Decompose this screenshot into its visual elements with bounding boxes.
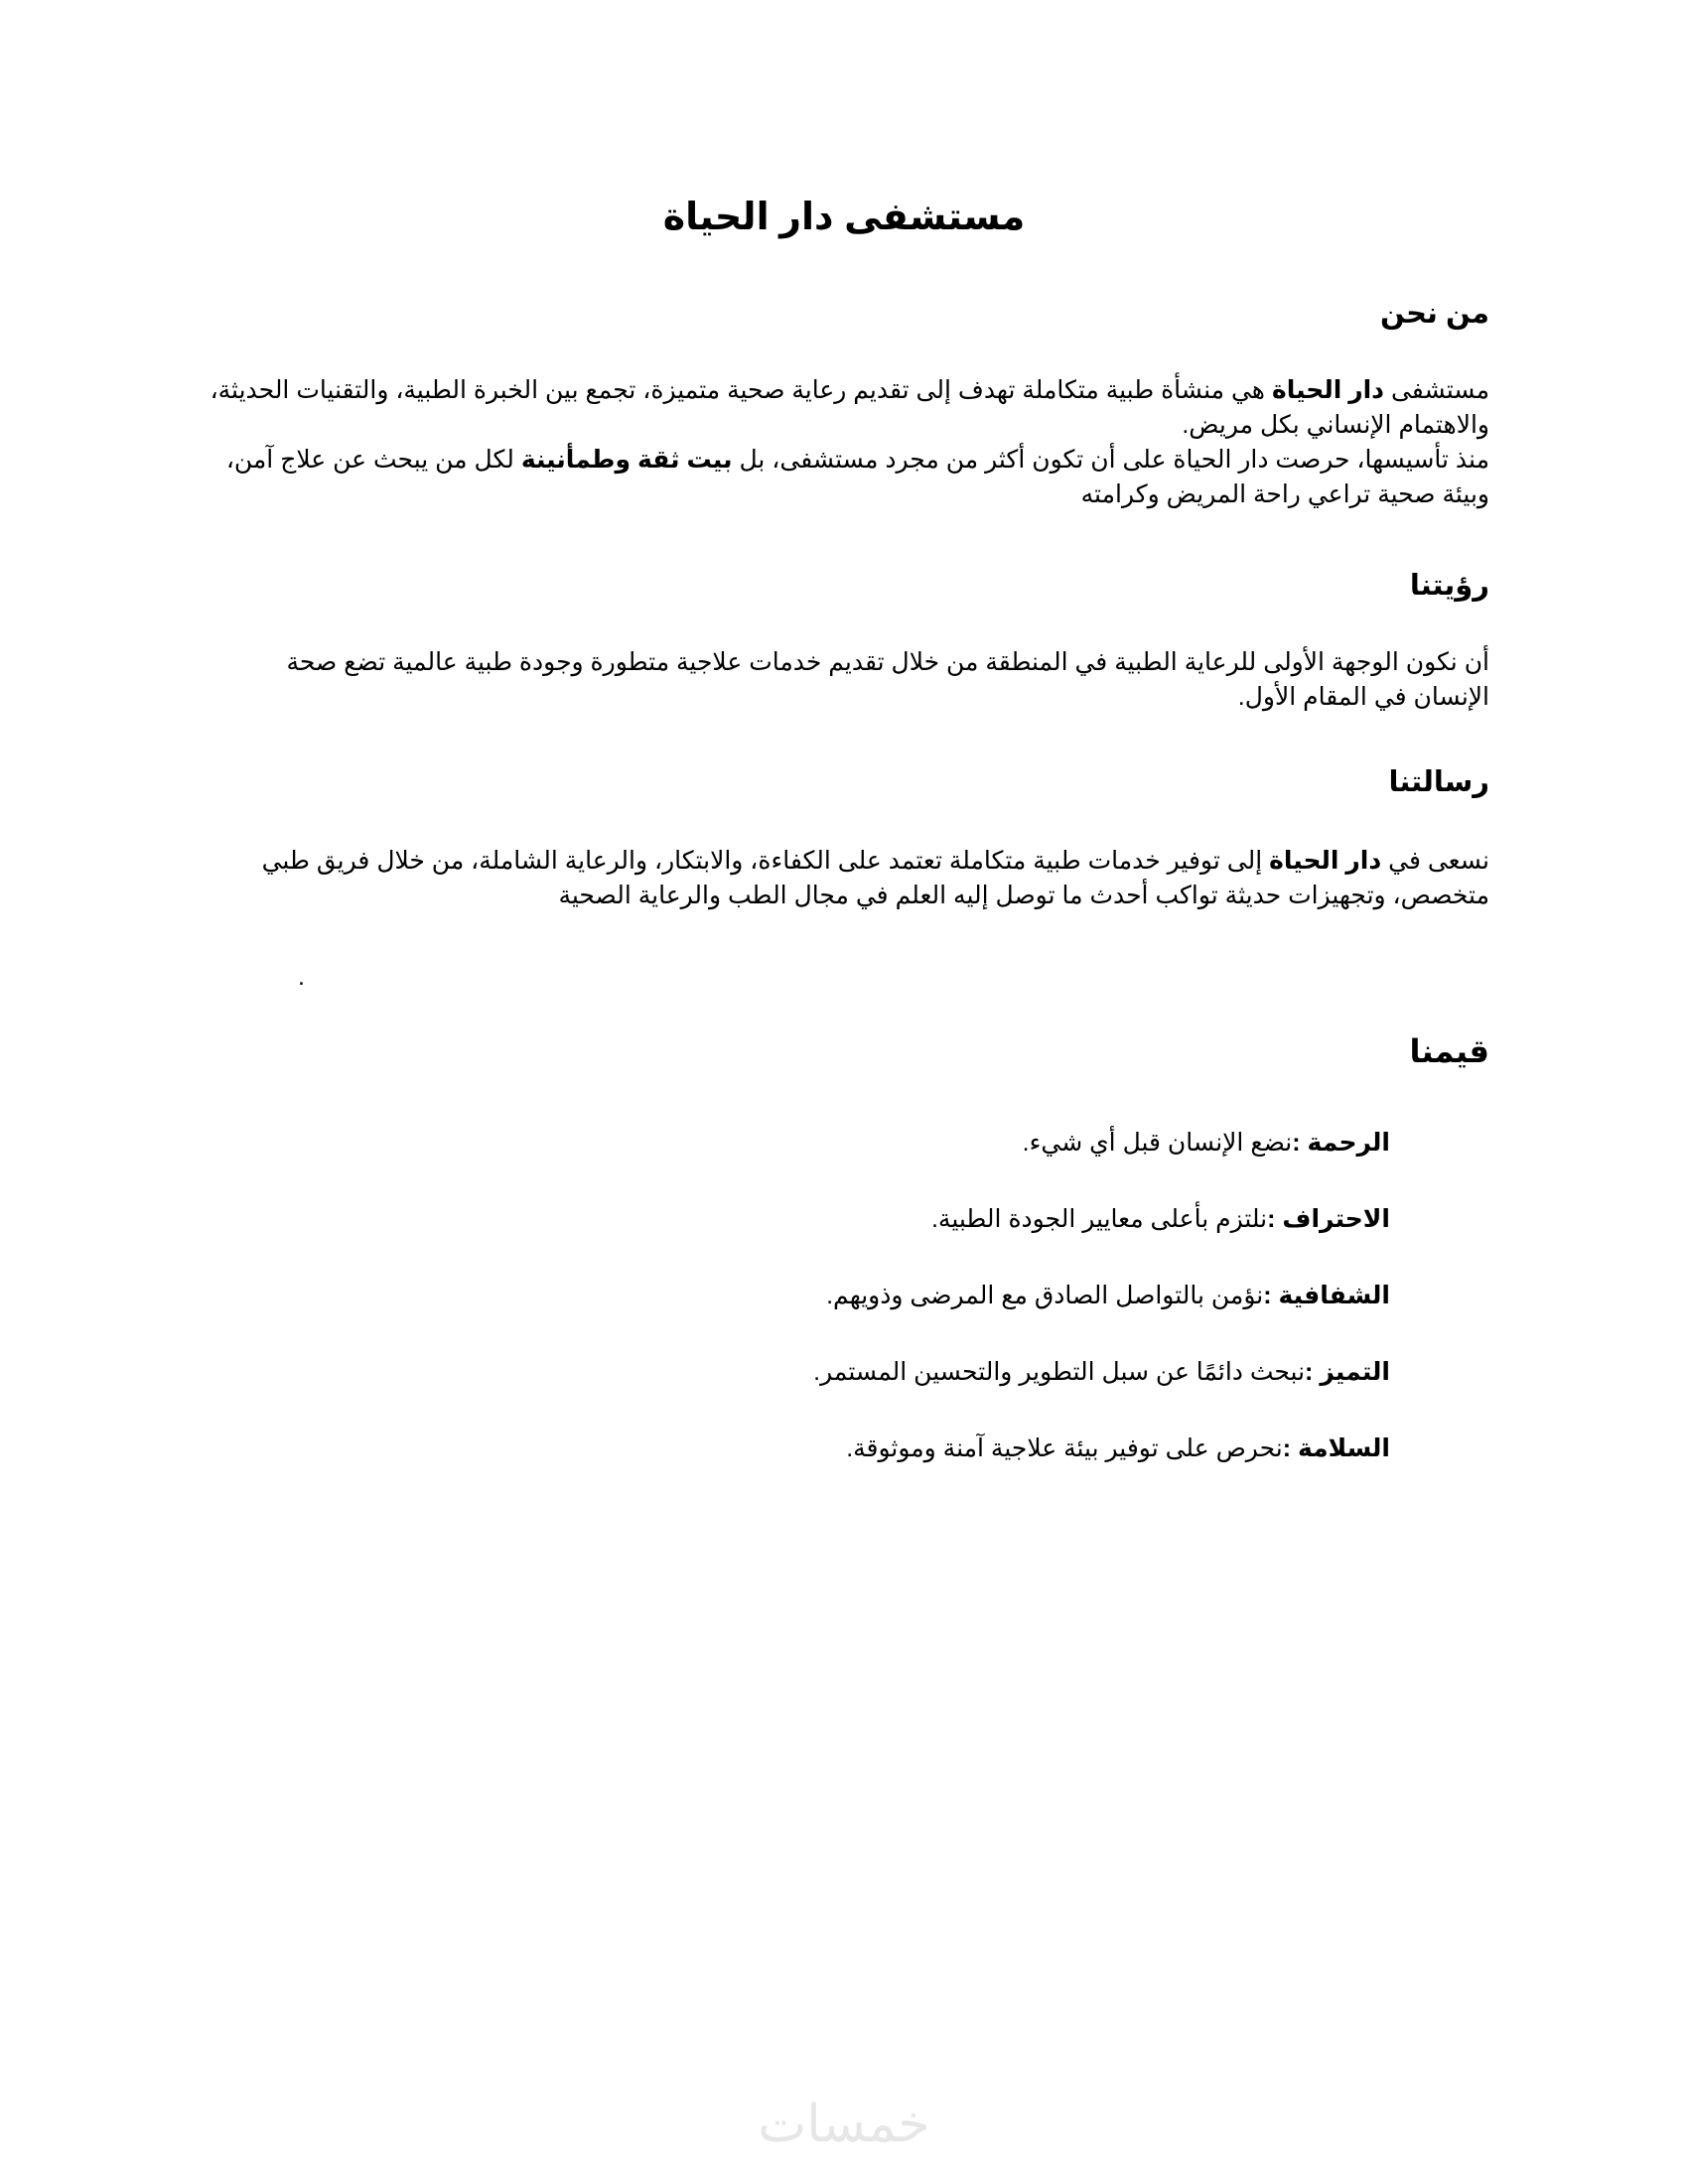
vision-line: أن نكون الوجهة الأولى للرعاية الطبية في المنطقة من خلال تقديم خدمات علاجية متطورة وجودة طبية عالمية تضع صحة <box>286 648 1489 676</box>
stray-period: . <box>298 963 305 991</box>
about-line: وبيئة صحية تراعي راحة المريض وكرامته <box>1080 480 1489 508</box>
about-line: مستشفى دار الحياة هي منشأة طبية متكاملة تهدف إلى تقديم رعاية صحية متميزة، تجمع بين الخبرة الطبية، والتقنيات الحديثة، <box>210 376 1489 404</box>
hospital-name-emphasis: دار الحياة <box>1271 376 1385 404</box>
value-term: السلامة : <box>1282 1434 1390 1462</box>
about-line: منذ تأسيسها، حرصت دار الحياة على أن تكون أكثر من مجرد مستشفى، بل بيت ثقة وطمأنينة لكل من يبحث عن علاج آمن، <box>225 446 1489 474</box>
mission-paragraph <box>199 844 1489 913</box>
mission-heading: رسالتنا <box>1388 766 1489 798</box>
value-term: الرحمة : <box>1292 1129 1390 1157</box>
values-heading: قيمنا <box>1409 1033 1489 1069</box>
vision-heading: رؤيتنا <box>1409 570 1489 602</box>
value-item <box>397 1429 1390 1505</box>
value-text: نبحث دائمًا عن سبل التطوير والتحسين المستمر. <box>813 1358 1306 1386</box>
value-term: الشفافية : <box>1263 1282 1390 1309</box>
hospital-name-emphasis: دار الحياة <box>1269 847 1382 875</box>
about-line: والاهتمام الإنساني بكل مريض. <box>1182 411 1489 439</box>
value-item <box>397 1123 1390 1199</box>
value-text: نحرص على توفير بيئة علاجية آمنة وموثوقة. <box>846 1434 1283 1462</box>
value-text: نضع الإنسان قبل أي شيء. <box>1022 1129 1293 1157</box>
mission-line: متخصص، وتجهيزات حديثة تواكب أحدث ما توصل إليه العلم في مجال الطب والرعاية الصحية <box>558 882 1489 909</box>
value-text: نلتزم بأعلى معايير الجودة الطبية. <box>930 1205 1268 1233</box>
watermark-logo: خمسات <box>758 2096 930 2153</box>
vision-paragraph <box>199 645 1489 715</box>
values-list <box>397 1123 1390 1505</box>
about-heading: من نحن <box>1380 298 1489 330</box>
value-item <box>397 1352 1390 1429</box>
vision-line: الإنسان في المقام الأول. <box>1237 683 1489 711</box>
value-item <box>397 1276 1390 1352</box>
trust-emphasis: بيت ثقة وطمأنينة <box>520 446 733 474</box>
document-title: مستشفى دار الحياة <box>662 197 1026 238</box>
mission-line: نسعى في دار الحياة إلى توفير خدمات طبية متكاملة تعتمد على الكفاءة، والابتكار، والرعاية الشاملة، من خلال فريق طبي <box>261 847 1489 875</box>
value-text: نؤمن بالتواصل الصادق مع المرضى وذويهم. <box>826 1282 1264 1309</box>
about-paragraph <box>199 373 1489 512</box>
value-item <box>397 1199 1390 1276</box>
value-term: الاحتراف : <box>1267 1205 1390 1233</box>
value-term: التميز : <box>1305 1358 1390 1386</box>
